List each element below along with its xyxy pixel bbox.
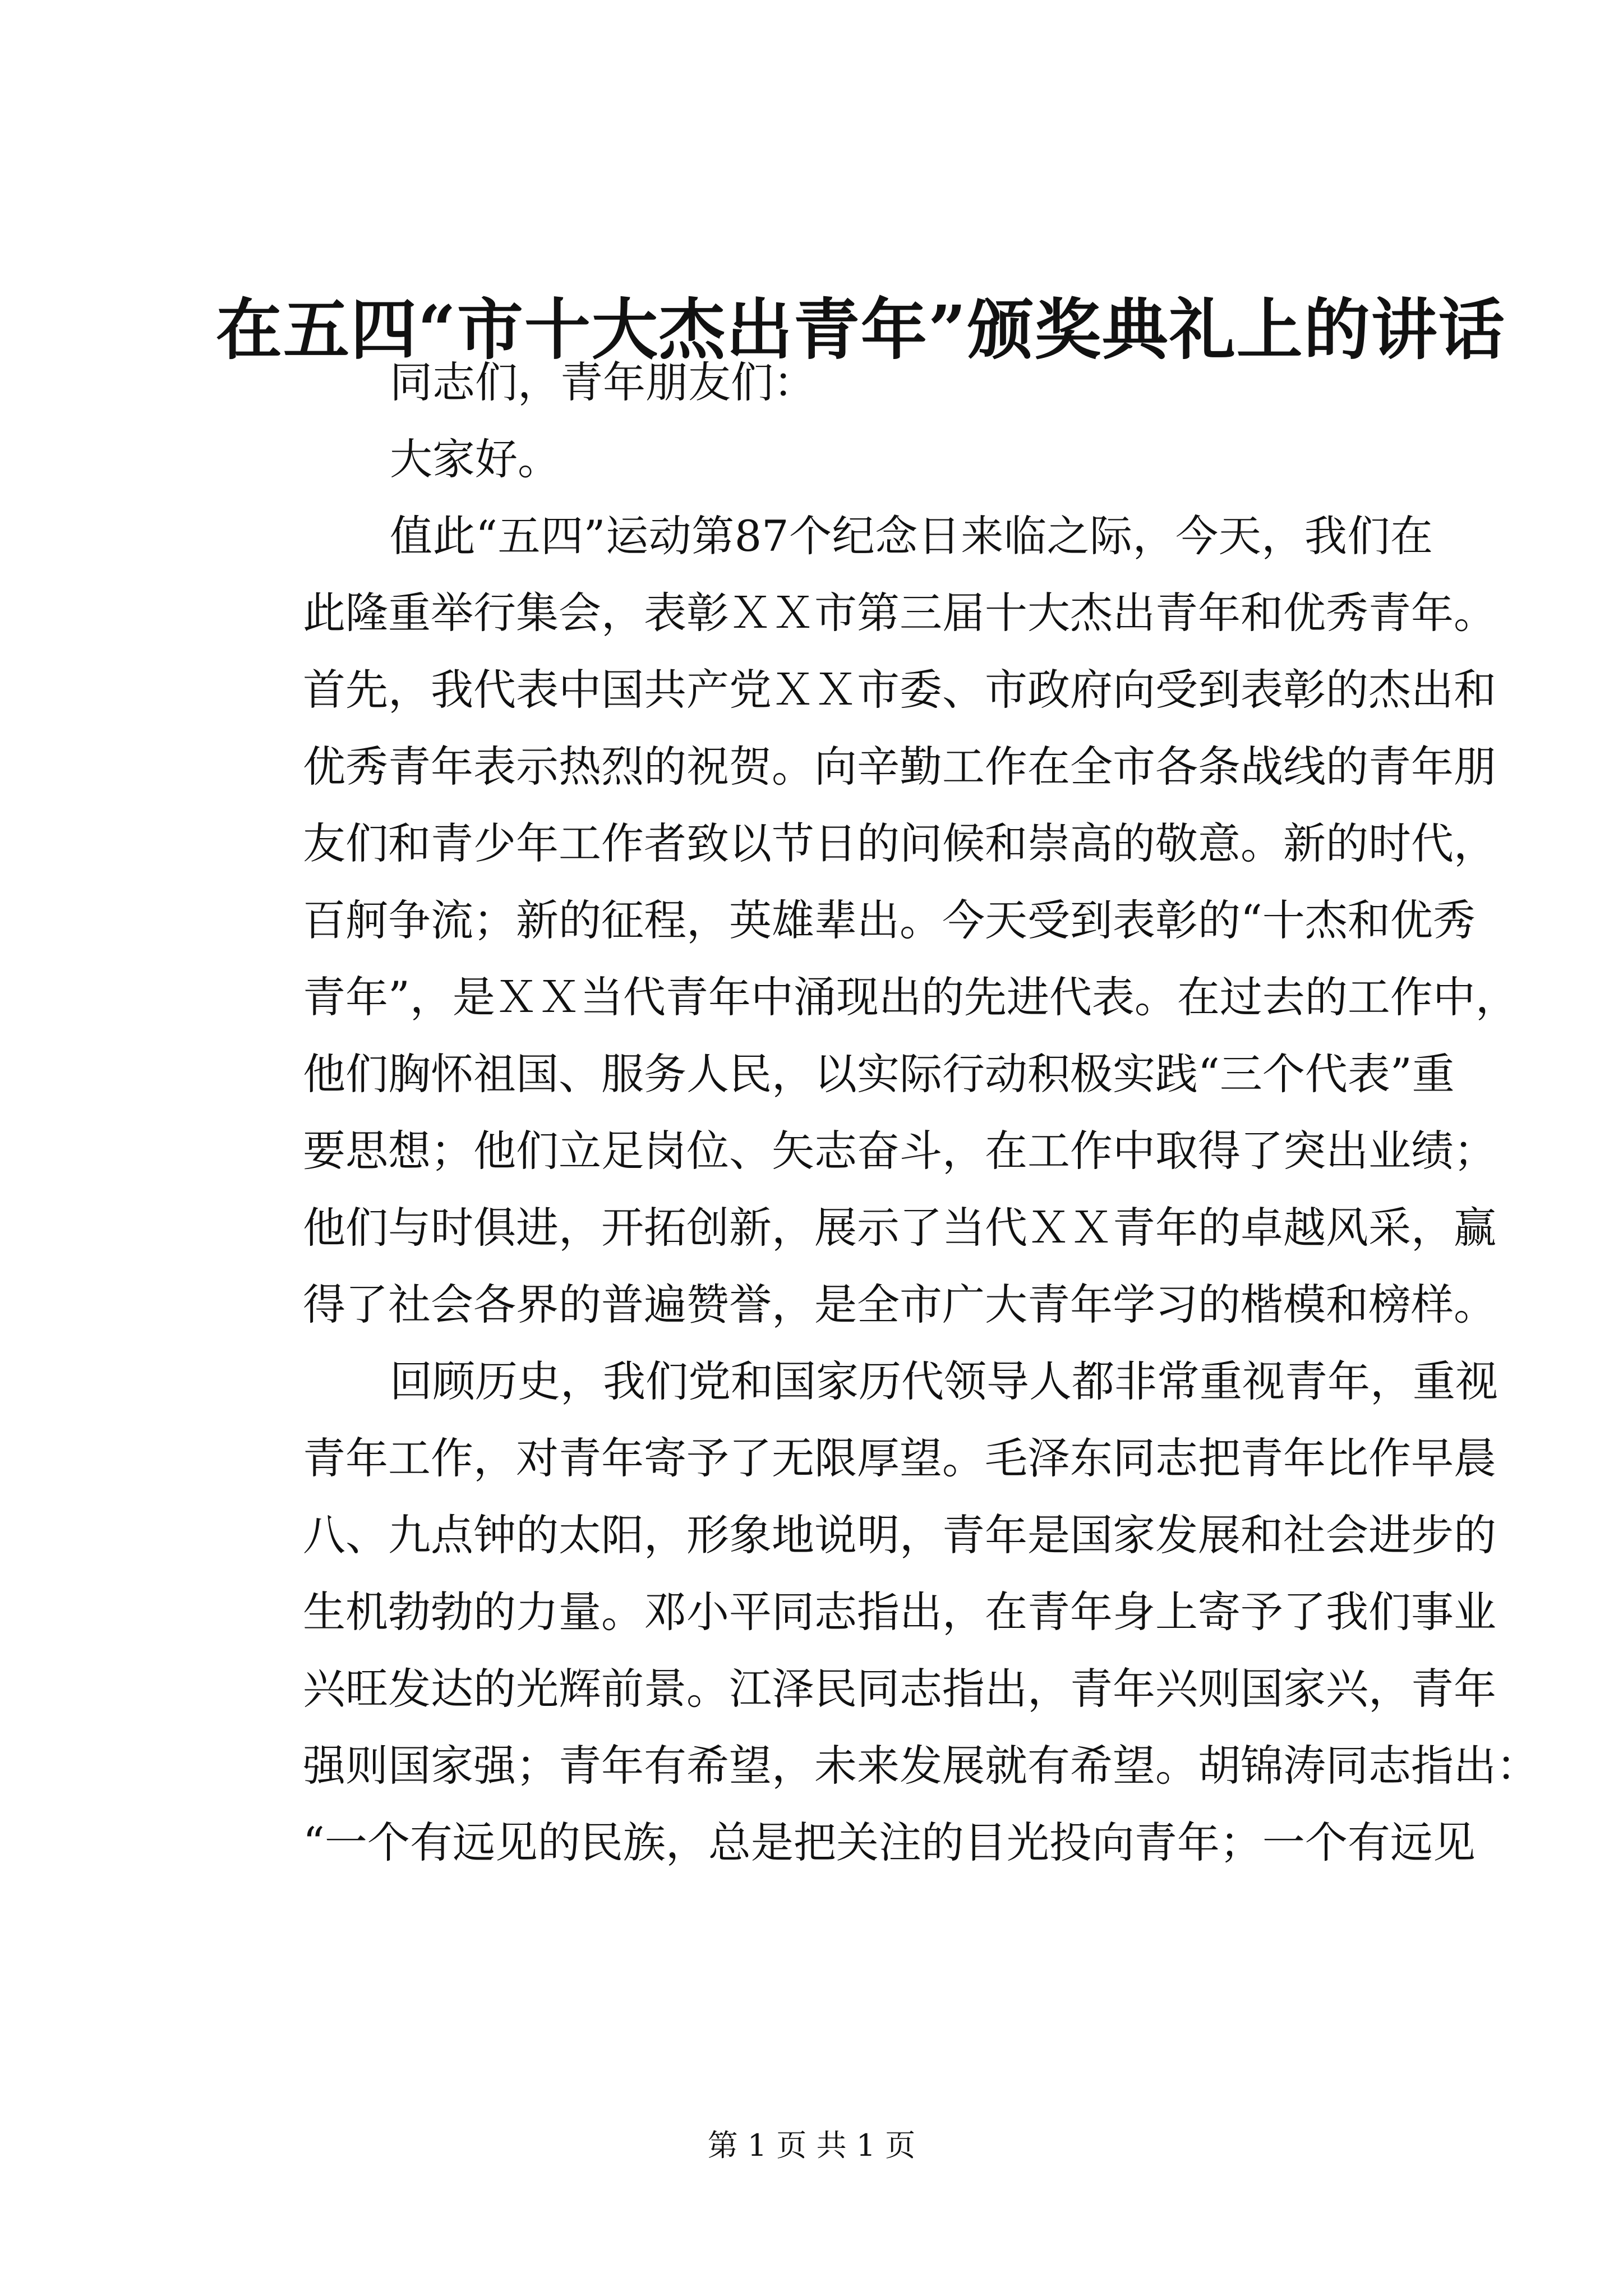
paragraph-line: 他们与时俱进，开拓创新，展示了当代ＸＸ青年的卓越风采，赢 — [303, 1203, 1496, 1253]
page-footer: 第 1 页 共 1 页 — [707, 2128, 916, 2163]
paragraph-line: 青年工作，对青年寄予了无限厚望。毛泽东同志把青年比作早晨 — [303, 1433, 1496, 1483]
paragraph-line: 要思想；他们立足岗位、矢志奋斗，在工作中取得了突出业绩； — [303, 1126, 1496, 1176]
paragraph-line: 得了社会各界的普遍赞誉，是全市广大青年学习的楷模和榜样。 — [303, 1280, 1496, 1329]
greeting-line: 同志们，青年朋友们： — [390, 357, 816, 407]
paragraph-line: 友们和青少年工作者致以节日的问候和崇高的敬意。新的时代， — [303, 818, 1496, 868]
paragraph-line: 兴旺发达的光辉前景。江泽民同志指出，青年兴则国家兴，青年 — [303, 1664, 1496, 1714]
paragraph-line: 首先，我代表中国共产党ＸＸ市委、市政府向受到表彰的杰出和 — [303, 665, 1496, 715]
paragraph-line: 值此“五四”运动第87个纪念日来临之际，今天，我们在 — [390, 511, 1433, 561]
document-body — [216, 344, 1539, 1881]
paragraph-line: 青年”，是ＸＸ当代青年中涌现出的先进代表。在过去的工作中， — [303, 972, 1518, 1022]
paragraph-2 — [216, 1343, 1539, 1881]
document-title: 在五四“市十大杰出青年”颁奖典礼上的讲话 — [216, 291, 1506, 369]
paragraph-1 — [216, 498, 1518, 1343]
paragraph-line: 八、九点钟的太阳，形象地说明，青年是国家发展和社会进步的 — [303, 1510, 1496, 1560]
paragraph-line: 此隆重举行集会，表彰ＸＸ市第三届十大杰出青年和优秀青年。 — [303, 588, 1496, 638]
paragraph-line: 生机勃勃的力量。邓小平同志指出，在青年身上寄予了我们事业 — [303, 1587, 1496, 1637]
salutation-paragraph — [216, 421, 1433, 498]
paragraph-line: 百舸争流；新的征程，英雄辈出。今天受到表彰的“十杰和优秀 — [303, 895, 1476, 945]
paragraph-line: “一个有远见的民族，总是把关注的目光投向青年；一个有远见 — [303, 1818, 1476, 1867]
salutation-line: 大家好。 — [390, 434, 560, 484]
paragraph-line: 强则国家强；青年有希望，未来发展就有希望。胡锦涛同志指出： — [303, 1741, 1539, 1791]
greeting-paragraph — [216, 344, 1433, 421]
paragraph-line: 他们胸怀祖国、服务人民，以实际行动积极实践“三个代表”重 — [303, 1049, 1455, 1099]
paragraph-line: 优秀青年表示热烈的祝贺。向辛勤工作在全市各条战线的青年朋 — [303, 742, 1496, 792]
paragraph-line: 回顾历史，我们党和国家历代领导人都非常重视青年，重视 — [390, 1356, 1498, 1406]
